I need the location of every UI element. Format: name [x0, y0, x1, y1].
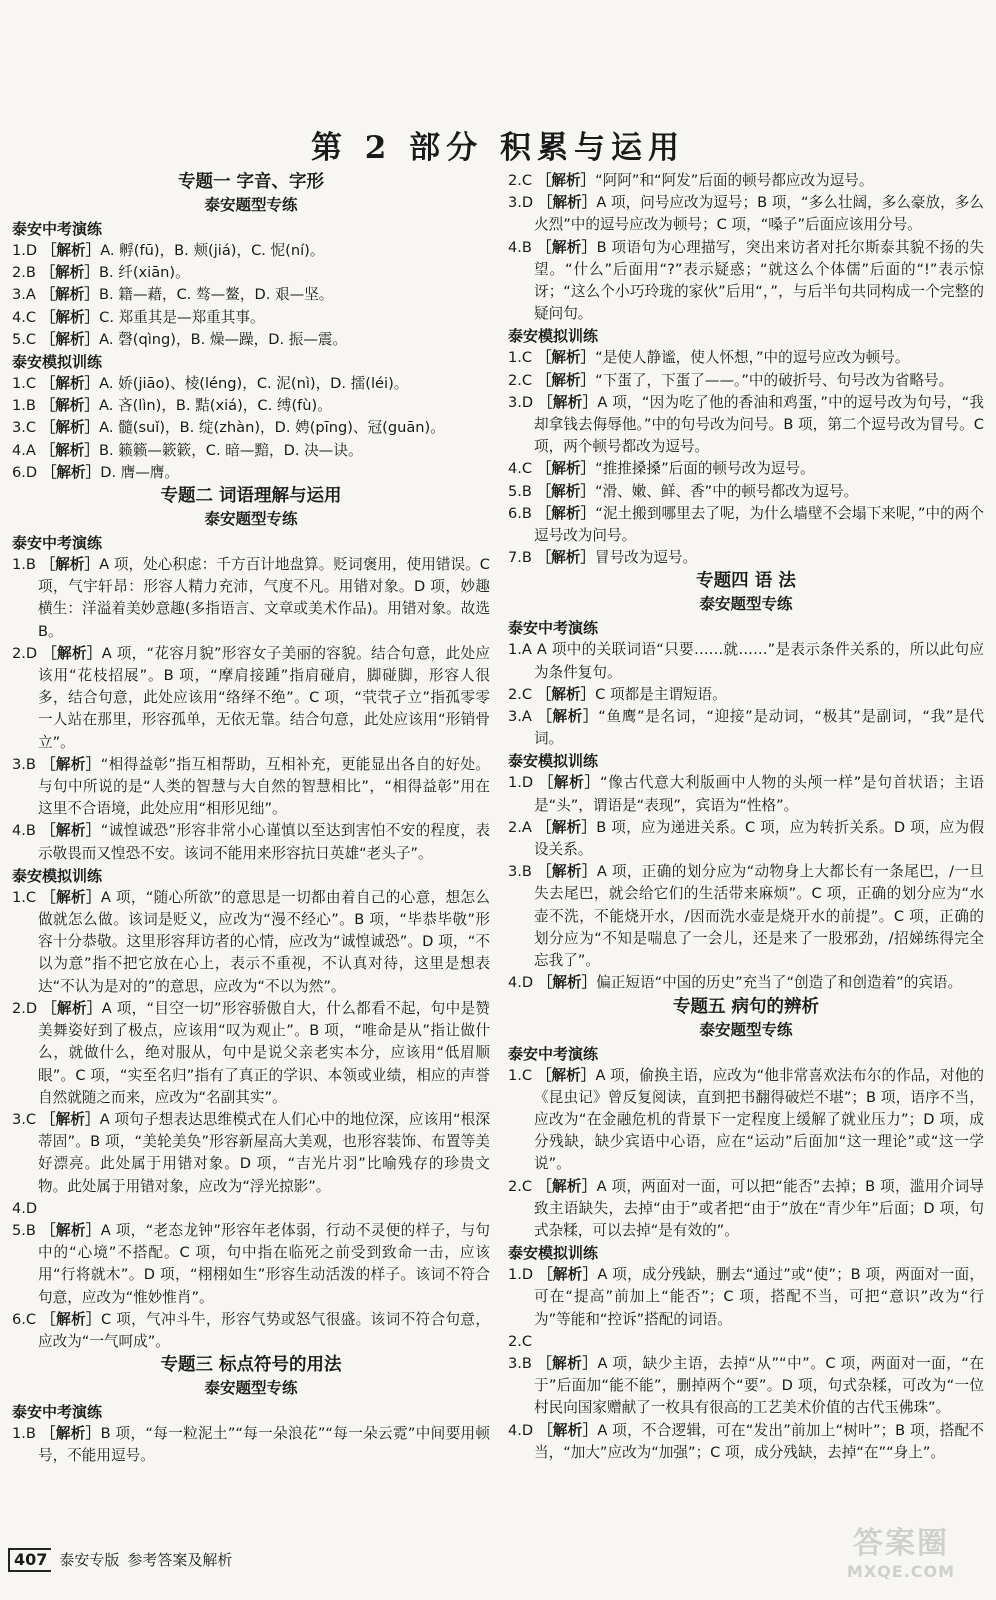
answer-number: 7.B [508, 549, 532, 567]
answer-number: 2.A [508, 818, 532, 836]
answer-item [12, 240, 490, 262]
topic-title: 专题二 词语理解与运用 [160, 486, 342, 507]
analysis-text: A 项，“花容月貌”形容女子美丽的容貌。结合句意，此处应该用“花枝招展”。B 项，“摩肩接踵”指肩碰肩，脚碰脚，形容人很多，结合句意，此处应该用“络绎不绝”。C 项，“茕茕孑立”指孤零零一人站在那里，形容孤单，无依无靠。结合句意，此处应该用“形销骨立”。 [38, 644, 490, 751]
answer-number: 5.B [508, 482, 532, 500]
answer-item [12, 1423, 490, 1467]
answer-item [508, 972, 984, 994]
section-heading: 泰安模拟训练 [12, 353, 103, 372]
answer-number: 2.C [508, 1332, 533, 1350]
answer-item [508, 192, 984, 236]
answer-number: 4.C [12, 308, 37, 326]
answer-number: 4.A [12, 441, 36, 459]
section-heading: 泰安中考演练 [12, 1403, 103, 1422]
answer-item [508, 639, 984, 683]
answer-item [12, 395, 490, 417]
answer-number: 2.C [508, 172, 533, 189]
answer-item [12, 1109, 490, 1198]
analysis-label: ［解析］ [40, 286, 99, 304]
answer-number: 1.B [12, 556, 36, 574]
analysis-label: ［解析］ [536, 482, 595, 500]
analysis-text: A 项，处心积虑：千方百计地盘算。贬词褒用，使用错误。C 项，气宇轩昂：形容人精力充沛，气度不凡。用错对象。D 项，妙趣横生：洋溢着美妙意趣(多指语言、文章或美术作品)。用错对象。故选 B。 [38, 556, 490, 640]
answer-item [12, 887, 490, 998]
answer-number: 2.C [508, 371, 533, 389]
answer-item [12, 440, 490, 462]
analysis-label: ［解析］ [536, 371, 596, 389]
answer-item [508, 684, 984, 706]
analysis-text: C 项都是主谓短语。 [595, 685, 727, 703]
analysis-text: A 项，正确的划分应为“动物身上大都长有一条尾巴，/一旦失去尾巴，就会给它们的生活带来麻烦”。C 项，正确的划分应为“水壶不洗，不能烧开水，/因而洗水壶是烧开水的前提”。C 项，正确的划分应为“不知是喘息了一会儿，还是来了一股邪劲，/招娣练得完全忘我了”。 [534, 863, 984, 970]
answer-number: 3.C [12, 419, 37, 437]
analysis-text: A 项，成分残缺，删去“通过”或“使”；B 项，两面对一面，可在“提高”前加上“能否”；C 项，搭配不当，可把“意识”改为“行为”等能和“控诉”搭配的词语。 [534, 1266, 984, 1328]
answer-number: 1.D [508, 774, 534, 792]
page-title: 第 2 部分 积累与运用 [311, 130, 685, 166]
answer-number: 1.C [508, 1066, 533, 1084]
analysis-label: ［解析］ [538, 1421, 598, 1439]
analysis-text: A 项中的关联词语“只要……就……”是表示条件关系的，所以此句应为条件复句。 [534, 641, 984, 681]
answer-number: 1.C [12, 888, 37, 906]
topic-title: 专题五 病句的辨析 [672, 996, 820, 1017]
analysis-label: ［解析］ [40, 308, 100, 326]
section-label: 参考答案及解析 [127, 1551, 233, 1569]
answer-number: 3.C [12, 1110, 37, 1128]
answer-item [508, 237, 984, 326]
answer-item [508, 1176, 984, 1243]
answer-number: 4.D [12, 1199, 38, 1217]
answer-item [508, 347, 984, 369]
subsection-title: 泰安题型专练 [204, 510, 298, 529]
analysis-label: ［解析］ [536, 863, 597, 881]
analysis-label: ［解析］ [41, 1310, 102, 1328]
answer-item [12, 643, 490, 754]
analysis-label: ［解析］ [40, 556, 100, 574]
subsection-title: 泰安题型专练 [204, 196, 298, 214]
answer-item [12, 820, 490, 864]
answer-item [12, 417, 490, 439]
analysis-text: A 项，“目空一切”形容骄傲自大，什么都看不起，句中是赞美舞姿好到了极点，应该用“叹为观止”。B 项，“唯命是从”指让做什么，就做什么，绝对服从，句中是说父亲老实本分，应该用“低眉顺眼”。C 项，“实至名归”指有了真正的学识、本领或业绩，相应的声誉自然就随之而来，应改为“名副其实”。 [38, 999, 490, 1106]
analysis-text: 冒号改为逗号。 [594, 549, 698, 567]
analysis-label: ［解析］ [40, 441, 99, 459]
page-footer [8, 1548, 232, 1572]
analysis-text: “下蛋了，下蛋了——。”中的破折号、句号改为省略号。 [595, 371, 954, 389]
topic-title: 专题三 标点符号的用法 [160, 1355, 342, 1376]
answer-number: 3.B [12, 755, 36, 773]
answer-item [508, 481, 984, 503]
analysis-text: “是使人静谧，使人怀想，”中的逗号应改为顿号。 [595, 349, 910, 367]
analysis-text: “诚惶诚恐”形容非常小心谨慎以至达到害怕不安的程度，表示敬畏而又惶恐不安。该词不能用来形容抗日英雄“老头子”。 [38, 822, 490, 862]
answer-number: 3.A [12, 286, 36, 304]
analysis-text: B 项，应为递进关系。C 项，应为转折关系。D 项，应为假设关系。 [534, 818, 985, 859]
answer-number: 1.B [12, 397, 36, 415]
analysis-label: ［解析］ [40, 419, 100, 437]
answer-number: 1.D [12, 242, 38, 259]
analysis-text: “泥土搬到哪里去了呢，为什么墙壁不会塌下来呢，”中的两个逗号改为问号。 [534, 504, 985, 545]
section-heading: 泰安中考演练 [508, 619, 599, 638]
answer-number: 4.B [508, 238, 532, 256]
answer-item [508, 392, 984, 459]
right-column [508, 170, 984, 1464]
analysis-label: ［解析］ [41, 888, 101, 906]
analysis-text: C. 郑重其是—郑重其事。 [99, 308, 265, 326]
answer-number: 1.B [12, 1425, 36, 1443]
analysis-text: A 项，不合逻辑，可在“发出”前加上“树叶”；B 项，搭配不当，“加大”应改为“加强”；C 项，成分残缺，去掉“在”“身上”。 [534, 1421, 984, 1461]
answer-number: 3.B [508, 863, 532, 881]
analysis-label: ［解析］ [537, 194, 597, 212]
subsection-title: 泰安题型专练 [699, 595, 793, 614]
answer-item [12, 1198, 490, 1220]
analysis-text: A 项句子想表达思维模式在人们心中的地位深，应该用“根深蒂固”。B 项，“美轮美奂”形容新屋高大美观，也形容装饰、布置等美好漂亮。此处属于用错对象。D 项，“吉光片羽”比喻残存的珍贵文物。此处属于用错对象，应改为“浮光掠影”。 [38, 1110, 490, 1195]
analysis-text: “阿阿”和“阿发”后面的顿号都应改为逗号。 [595, 172, 874, 189]
analysis-label: ［解析］ [40, 330, 100, 348]
analysis-text: B. 籁籁—簌簌，C. 暗—黯，D. 决—诀。 [98, 441, 363, 459]
subsection-title: 泰安题型专练 [699, 1020, 793, 1039]
analysis-label: ［解析］ [536, 349, 596, 367]
answer-item [508, 458, 984, 480]
analysis-label: ［解析］ [536, 504, 596, 522]
answer-number: 3.A [508, 708, 532, 726]
edition-label: 泰安专版 [59, 1551, 120, 1569]
analysis-label: ［解析］ [40, 1110, 100, 1128]
analysis-label: ［解析］ [536, 685, 596, 703]
analysis-text: A. 磬(qìng)，B. 燥—躁，D. 振—震。 [99, 330, 348, 348]
answer-item [508, 547, 984, 569]
analysis-label: ［解析］ [538, 1266, 598, 1284]
answer-item [508, 1420, 984, 1464]
analysis-label: ［解析］ [537, 1177, 597, 1195]
watermark-logo [816, 1504, 986, 1594]
answer-item [508, 1065, 984, 1176]
analysis-text: C 项，气冲斗牛，形容气势或怒气很盛。该词不符合句意，应改为“一气呵成”。 [38, 1310, 490, 1350]
answer-number: 4.C [508, 460, 533, 478]
analysis-text: A 项，偷换主语，应改为“他非常喜欢法布尔的作品，对他的《昆虫记》曾反复阅读，直到把书翻得破烂不堪”；B 项，语序不当，应改为“在金融危机的背景下一定程度上缓解了就业压力”；D 项，成分残缺，缺少宾语中心语，应在“运动”后面加“这一理论”或“这一学说”。 [534, 1066, 984, 1173]
analysis-label: ［解析］ [537, 974, 597, 992]
analysis-label: ［解析］ [537, 708, 599, 726]
answer-item [508, 772, 984, 816]
analysis-label: ［解析］ [536, 460, 596, 478]
answer-item [508, 170, 984, 192]
analysis-text: B. 籍—藉，C. 骜—鳌，D. 艰—坚。 [98, 286, 334, 304]
analysis-text: A 项，缺少主语，去掉“从”“中”。C 项，两面对一面，“在于”后面加“能不能”，删掉两个“要”。D 项，句式杂糅，可改为“一位村民向国家赠献了一枚具有很高的工艺美术价值的古代玉佛珠”。 [534, 1354, 984, 1417]
answer-item [508, 503, 984, 547]
answer-item [12, 329, 490, 351]
answer-item [508, 861, 984, 972]
analysis-text: D. 膺—膺。 [100, 463, 180, 481]
answer-item [12, 1309, 490, 1353]
analysis-label: ［解析］ [41, 242, 101, 259]
answer-item [12, 284, 490, 306]
answer-number: 4.B [12, 822, 36, 840]
analysis-label: ［解析］ [536, 549, 595, 567]
analysis-label: ［解析］ [40, 755, 101, 773]
answer-item [508, 817, 984, 861]
answer-number: 1.D [508, 1266, 534, 1284]
left-column [12, 170, 490, 1468]
section-heading: 泰安中考演练 [508, 1044, 599, 1063]
answer-item [508, 1353, 984, 1420]
answer-number: 3.D [508, 194, 534, 212]
analysis-text: 偏正短语“中国的历史”充当了“创造了和创造着”的宾语。 [596, 974, 963, 992]
analysis-label: ［解析］ [536, 172, 596, 189]
analysis-label: ［解析］ [42, 644, 102, 662]
answer-number: 4.D [508, 1421, 534, 1439]
answer-number: 6.B [508, 504, 532, 522]
analysis-label: ［解析］ [42, 999, 102, 1017]
watermark-line1: 答案圈 [853, 1525, 949, 1561]
topic-title: 专题四 语 法 [696, 571, 796, 592]
analysis-text: “鱼鹰”是名词，“迎接”是动词，“极其”是副词，“我”是代词。 [534, 708, 984, 748]
answer-number: 5.C [12, 330, 37, 348]
answer-number: 5.B [12, 1221, 36, 1239]
analysis-label: ［解析］ [40, 264, 99, 282]
analysis-text: “滑、嫩、鲜、香”中的顿号都改为逗号。 [594, 482, 859, 500]
answer-number: 6.C [12, 1310, 37, 1328]
analysis-text: B 项语句为心理描写，突出来访者对托尔斯泰其貌不扬的失望。“什么”后面用“?”表示疑惑；“就这么个体儒”后面的“!”表示惊讶；“这么个小巧玲珑的家伙”后用“，”，与后半句共同构成一个完整的疑问句。 [534, 238, 985, 323]
answer-number: 1.A [508, 641, 532, 659]
answer-number: 1.C [508, 349, 533, 367]
analysis-label: ［解析］ [40, 1425, 101, 1443]
analysis-label: ［解析］ [40, 822, 101, 840]
analysis-label: ［解析］ [537, 1354, 598, 1372]
analysis-label: ［解析］ [40, 397, 99, 415]
analysis-text: A 项，“因为吃了他的香油和鸡蛋，”中的逗号改为句号，“我却拿钱去侮辱他。”中的句号改为问号。B 项，第二个逗号改为冒号。C 项，两个顿号都改为逗号。 [534, 393, 984, 456]
answer-number: 2.B [12, 264, 36, 282]
answer-number: 2.D [12, 644, 38, 662]
answer-number: 2.C [508, 1177, 533, 1195]
subsection-title: 泰安题型专练 [204, 1379, 298, 1398]
answer-number: 2.D [12, 999, 38, 1017]
section-heading: 泰安模拟训练 [12, 866, 103, 885]
analysis-text: A. 孵(fū)，B. 颊(jiá)，C. 怩(ní)。 [100, 242, 325, 259]
analysis-text: B. 纤(xiān)。 [98, 264, 190, 282]
answer-number: 2.C [508, 685, 533, 703]
analysis-text: A. 吝(lìn)，B. 黠(xiá)，C. 缚(fù)。 [98, 397, 332, 415]
analysis-label: ［解析］ [536, 818, 597, 836]
answer-item [508, 1331, 984, 1353]
answer-item [508, 1264, 984, 1331]
analysis-text: A. 髓(suǐ)，B. 绽(zhàn)，D. 娉(pīng)、冠(guān)。 [99, 419, 445, 437]
analysis-label: ［解析］ [536, 238, 597, 256]
answer-item [508, 706, 984, 750]
answer-item [12, 1220, 490, 1309]
analysis-label: ［解析］ [41, 463, 101, 481]
answer-item [12, 554, 490, 643]
answer-number: 6.D [12, 463, 38, 481]
analysis-text: A 项，“随心所欲”的意思是一切都由着自己的心意，想怎么做就怎么做。该词是贬义，应改为“漫不经心”。B 项，“毕恭毕敬”形容十分恭敬。这里形容拜访者的心情，应改为“诚惶诚恐”。D 项，“不以为意”指不把它放在心上，表示不重视，不认真对待，这里是想表达“不认为是对的”的意思，应改为“不以为然”。 [38, 888, 490, 995]
section-heading: 泰安模拟训练 [508, 1244, 599, 1263]
analysis-text: “像古代意大利版画中人物的头颅一样”是句首状语；主语是“头”，谓语是“表现”，宾语为“性格”。 [534, 774, 984, 814]
topic-title: 专题一 字音、字形 [177, 172, 325, 192]
analysis-text: A 项，两面对一面，可以把“能否”去掉；B 项，滥用介词导致主语缺失，去掉“由于”或者把“由于”放在“青少年”后面；D 项，句式杂糅，可以去掉“是有效的”。 [534, 1177, 984, 1239]
analysis-text: A 项，问号应改为逗号；B 项，“多么壮阔，多么豪放，多么火烈”中的逗号应改为顿号；C 项，“嗓子”后面应该用分号。 [534, 194, 984, 234]
answer-number: 3.D [508, 393, 534, 411]
analysis-label: ［解析］ [536, 1066, 596, 1084]
section-heading: 泰安模拟训练 [508, 752, 599, 771]
analysis-label: ［解析］ [538, 774, 600, 792]
answer-item [12, 307, 490, 329]
answer-item [12, 462, 490, 484]
analysis-text: “推推搡搡”后面的顿号改为逗号。 [595, 460, 815, 478]
section-heading: 泰安模拟训练 [508, 327, 599, 346]
answer-item [12, 373, 490, 395]
analysis-label: ［解析］ [40, 1221, 101, 1239]
section-heading: 泰安中考演练 [12, 534, 103, 553]
answer-item [12, 998, 490, 1109]
analysis-label: ［解析］ [538, 393, 598, 411]
section-heading: 泰安中考演练 [12, 220, 103, 238]
answer-item [12, 262, 490, 284]
page-number: 407 [8, 1548, 51, 1572]
analysis-text: A. 娇(jiāo)、棱(léng)，C. 泥(nì)，D. 擂(léi)。 [99, 375, 409, 393]
analysis-text: “相得益彰”指互相帮助，互相补充，更能显出各自的好处。与句中所说的是“人类的智慧与大自然的智慧相比”，“相得益彰”用在这里不合语境，此处应用“相形见绌”。 [38, 755, 490, 818]
answer-item [508, 370, 984, 392]
answer-number: 1.C [12, 375, 37, 393]
answer-number: 3.B [508, 1354, 532, 1372]
analysis-text: B 项，“每一粒泥土”“每一朵浪花”“每一朵云霓”中间要用顿号，不能用逗号。 [38, 1425, 490, 1465]
analysis-text: A 项，“老态龙钟”形容年老体弱，行动不灵便的样子，与句中的“心境”不搭配。C 项，句中指在临死之前受到致命一击，应该用“行将就木”。D 项，“栩栩如生”形容生动活泼的样子。该词不符合句意，应改为“惟妙惟肖”。 [38, 1221, 490, 1306]
analysis-label: ［解析］ [40, 375, 100, 393]
answer-number: 4.D [508, 974, 534, 992]
watermark-line2: MXQE.COM [846, 1561, 956, 1581]
answer-item [12, 754, 490, 821]
